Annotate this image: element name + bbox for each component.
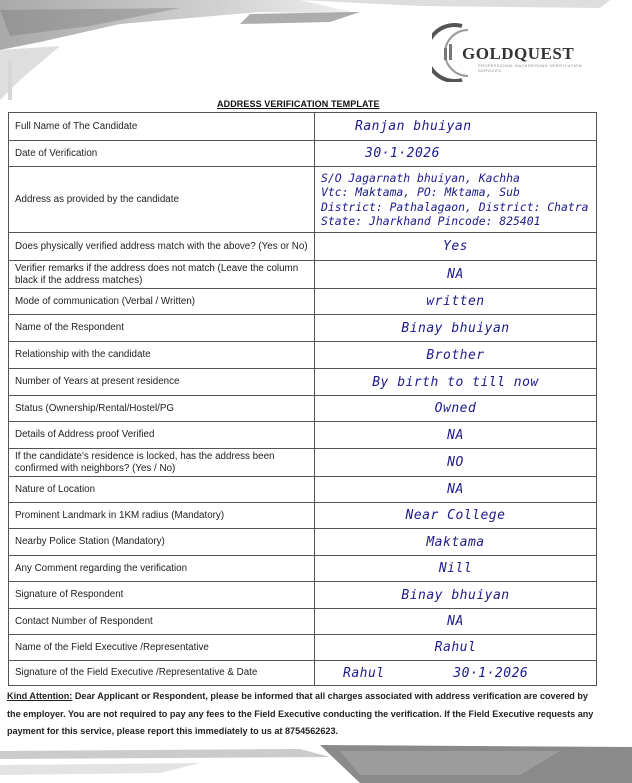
row-address-proof [9, 422, 597, 449]
executive-signature-name: Rahul [343, 665, 385, 681]
value-address [315, 167, 597, 233]
value-contact: NA [315, 609, 597, 635]
label-status: Status (Ownership/Rental/Hostel/PG [9, 396, 315, 422]
row-nature-location [9, 477, 597, 503]
label-executive-signature: Signature of the Field Executive /Representative & Date [9, 661, 315, 686]
row-executive-signature [9, 661, 597, 686]
value-date: 30·1·2026 [315, 141, 597, 167]
row-address [9, 167, 597, 233]
label-verifier-remarks: Verifier remarks if the address does not match (Leave the column black if the address matches) [9, 261, 315, 289]
value-full-name: Ranjan bhuiyan [315, 113, 597, 141]
row-field-executive [9, 635, 597, 661]
address-line: District: Pathalagaon, District: Chatra [321, 199, 589, 214]
label-address-match: Does physically verified address match with the above? (Yes or No) [9, 233, 315, 261]
row-respondent [9, 315, 597, 342]
value-address-match: Yes [315, 233, 597, 261]
label-date: Date of Verification [9, 141, 315, 167]
label-nature-location: Nature of Location [9, 477, 315, 503]
label-comment: Any Comment regarding the verification [9, 556, 315, 582]
logo-subtext: PROFESSIONAL BACKGROUND VERIFICATION SERVICES [478, 63, 582, 73]
value-neighbors: NO [315, 449, 597, 477]
row-date [9, 141, 597, 167]
value-respondent-signature: Binay bhuiyan [315, 582, 597, 609]
row-years [9, 369, 597, 396]
verification-form [8, 112, 597, 686]
row-status [9, 396, 597, 422]
value-landmark: Near College [315, 503, 597, 529]
address-line: State: Jharkhand Pincode: 825401 [321, 213, 541, 228]
value-mode: written [315, 289, 597, 315]
value-comment: Nill [315, 556, 597, 582]
row-landmark [9, 503, 597, 529]
address-line: S/O Jagarnath bhuiyan, Kachha [321, 171, 520, 186]
executive-signature-date: 30·1·2026 [453, 665, 529, 681]
value-police-station: Maktama [315, 529, 597, 556]
label-mode: Mode of communication (Verbal / Written) [9, 289, 315, 315]
address-line: Vtc: Maktama, PO: Mktama, Sub [321, 185, 520, 200]
row-police-station [9, 529, 597, 556]
label-field-executive: Name of the Field Executive /Representative [9, 635, 315, 661]
scan-footer-artifact [0, 745, 632, 783]
value-nature-location: NA [315, 477, 597, 503]
kind-attention-notice [7, 688, 603, 741]
value-verifier-remarks: NA [315, 261, 597, 289]
label-neighbors: If the candidate's residence is locked, has the address been confirmed with neighbors? (Yes / No) [9, 449, 315, 477]
row-respondent-signature [9, 582, 597, 609]
row-comment [9, 556, 597, 582]
label-years: Number of Years at present residence [9, 369, 315, 396]
value-address-proof: NA [315, 422, 597, 449]
label-landmark: Prominent Landmark in 1KM radius (Mandatory) [9, 503, 315, 529]
label-address-proof: Details of Address proof Verified [9, 422, 315, 449]
label-respondent-signature: Signature of Respondent [9, 582, 315, 609]
label-respondent: Name of the Respondent [9, 315, 315, 342]
value-relationship: Brother [315, 342, 597, 369]
value-respondent: Binay bhuiyan [315, 315, 597, 342]
row-verifier-remarks [9, 261, 597, 289]
logo-text: GOLDQUEST [462, 44, 575, 63]
page-title: ADDRESS VERIFICATION TEMPLATE [217, 99, 380, 109]
row-neighbors [9, 449, 597, 477]
value-executive-signature [315, 661, 597, 686]
value-status: Owned [315, 396, 597, 422]
row-address-match [9, 233, 597, 261]
label-full-name: Full Name of The Candidate [9, 113, 315, 141]
label-police-station: Nearby Police Station (Mandatory) [9, 529, 315, 556]
row-full-name [9, 113, 597, 141]
label-address: Address as provided by the candidate [9, 167, 315, 233]
label-relationship: Relationship with the candidate [9, 342, 315, 369]
row-relationship [9, 342, 597, 369]
value-years: By birth to till now [315, 369, 597, 396]
row-mode [9, 289, 597, 315]
notice-heading: Kind Attention: [7, 691, 73, 701]
value-field-executive: Rahul [315, 635, 597, 661]
row-contact [9, 609, 597, 635]
label-contact: Contact Number of Respondent [9, 609, 315, 635]
notice-body: Dear Applicant or Respondent, please be informed that all charges associated with address verification are covered by the employer. You are not required to pay any fees to the Field Executive conducting the verification. If the Field Executive requests any payment for this service, please report this immediately to us at 8754562623. [7, 691, 594, 736]
